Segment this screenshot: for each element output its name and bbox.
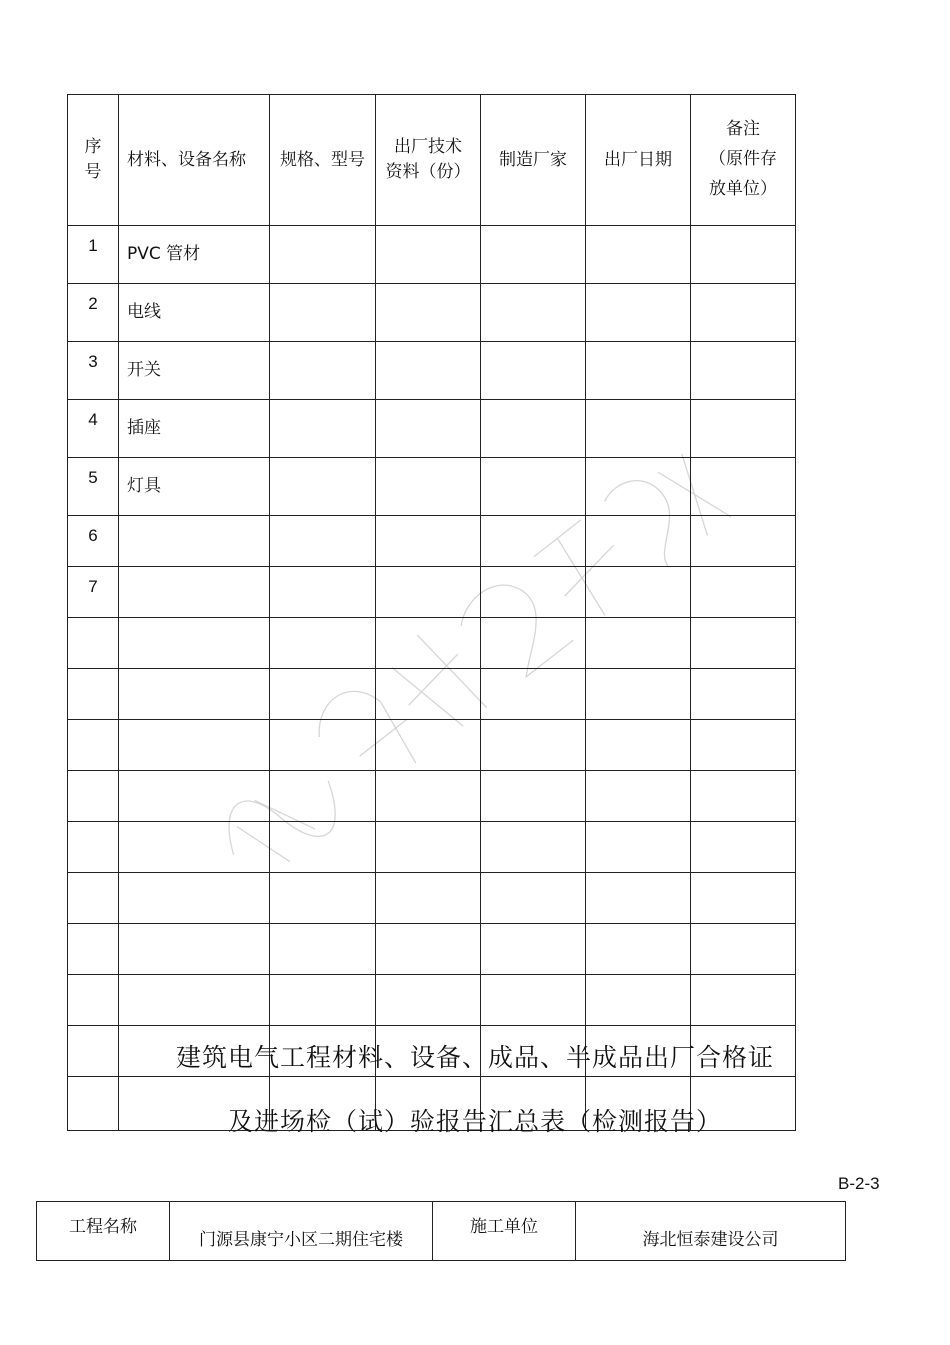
row-number: 4	[68, 400, 119, 458]
header-seq: 序 号	[68, 95, 119, 226]
row-remark	[691, 226, 796, 284]
row-date	[586, 771, 691, 822]
row-remark	[691, 458, 796, 516]
header-row	[68, 95, 796, 226]
row-date	[586, 284, 691, 342]
row-date	[586, 822, 691, 873]
row-material-name	[119, 924, 270, 975]
row-number	[68, 720, 119, 771]
row-spec	[270, 771, 376, 822]
table-row	[68, 567, 796, 618]
row-material-name	[119, 567, 270, 618]
header-material: 材料、设备名称	[119, 95, 270, 226]
row-maker	[481, 284, 586, 342]
row-material-name	[119, 771, 270, 822]
row-tech-docs	[376, 458, 481, 516]
row-material-name: PVC 管材	[119, 226, 270, 284]
row-maker	[481, 873, 586, 924]
row-material-name: 灯具	[119, 458, 270, 516]
table-row	[68, 618, 796, 669]
row-spec	[270, 226, 376, 284]
row-tech-docs	[376, 567, 481, 618]
row-date	[586, 618, 691, 669]
table-row	[68, 924, 796, 975]
row-maker	[481, 567, 586, 618]
row-tech-docs	[376, 516, 481, 567]
row-material-name: 开关	[119, 342, 270, 400]
title-line-2: 及进场检（试）验报告汇总表（检测报告）	[227, 1107, 722, 1136]
row-remark	[691, 924, 796, 975]
header-date: 出厂日期	[586, 95, 691, 226]
row-maker	[481, 924, 586, 975]
row-date	[586, 720, 691, 771]
row-date	[586, 458, 691, 516]
row-number: 6	[68, 516, 119, 567]
row-date	[586, 975, 691, 1026]
row-spec	[270, 342, 376, 400]
row-tech-docs	[376, 873, 481, 924]
row-number: 7	[68, 567, 119, 618]
row-spec	[270, 400, 376, 458]
project-name-value: 门源县康宁小区二期住宅楼	[170, 1202, 433, 1261]
table-row	[68, 720, 796, 771]
table-row	[68, 342, 796, 400]
row-tech-docs	[376, 226, 481, 284]
header-maker: 制造厂家	[481, 95, 586, 226]
row-remark	[691, 284, 796, 342]
row-tech-docs	[376, 400, 481, 458]
row-maker	[481, 618, 586, 669]
row-spec	[270, 284, 376, 342]
table-row	[68, 458, 796, 516]
row-date	[586, 342, 691, 400]
row-spec	[270, 873, 376, 924]
summary-table	[67, 94, 796, 1131]
row-spec	[270, 975, 376, 1026]
row-tech-docs	[376, 771, 481, 822]
row-remark	[691, 720, 796, 771]
row-date	[586, 567, 691, 618]
row-remark	[691, 669, 796, 720]
row-material-name	[119, 720, 270, 771]
row-tech-docs	[376, 924, 481, 975]
table-row	[68, 516, 796, 567]
row-material-name: 电线	[119, 284, 270, 342]
table-row	[68, 400, 796, 458]
row-remark	[691, 400, 796, 458]
row-date	[586, 873, 691, 924]
row-material-name	[119, 669, 270, 720]
row-tech-docs	[376, 342, 481, 400]
row-spec	[270, 720, 376, 771]
table-row	[68, 873, 796, 924]
row-number	[68, 771, 119, 822]
row-tech-docs	[376, 618, 481, 669]
row-maker	[481, 822, 586, 873]
row-number: 3	[68, 342, 119, 400]
table-row	[68, 669, 796, 720]
row-maker	[481, 720, 586, 771]
row-tech-docs	[376, 975, 481, 1026]
row-spec	[270, 567, 376, 618]
builder-value: 海北恒泰建设公司	[576, 1202, 846, 1261]
row-date	[586, 226, 691, 284]
project-info-table	[36, 1201, 846, 1261]
row-material-name	[119, 975, 270, 1026]
row-remark	[691, 822, 796, 873]
row-remark	[691, 618, 796, 669]
row-number	[68, 924, 119, 975]
row-material-name	[119, 618, 270, 669]
row-date	[586, 516, 691, 567]
row-number	[68, 975, 119, 1026]
table-row	[68, 975, 796, 1026]
row-number	[68, 822, 119, 873]
row-date	[586, 400, 691, 458]
row-number: 2	[68, 284, 119, 342]
row-date	[586, 924, 691, 975]
row-spec	[270, 618, 376, 669]
table-row	[68, 226, 796, 284]
row-number: 1	[68, 226, 119, 284]
header-spec: 规格、型号	[270, 95, 376, 226]
row-spec	[270, 924, 376, 975]
row-maker	[481, 771, 586, 822]
row-maker	[481, 458, 586, 516]
row-material-name: 插座	[119, 400, 270, 458]
row-maker	[481, 669, 586, 720]
row-tech-docs	[376, 669, 481, 720]
row-number	[68, 669, 119, 720]
row-spec	[270, 458, 376, 516]
row-remark	[691, 342, 796, 400]
row-spec	[270, 822, 376, 873]
row-number	[68, 873, 119, 924]
builder-label: 施工单位	[433, 1202, 576, 1261]
row-material-name	[119, 873, 270, 924]
row-spec	[270, 669, 376, 720]
row-maker	[481, 516, 586, 567]
row-date	[586, 669, 691, 720]
form-code: B-2-3	[838, 1174, 880, 1193]
row-remark	[691, 567, 796, 618]
row-remark	[691, 771, 796, 822]
row-tech-docs	[376, 284, 481, 342]
row-number	[68, 618, 119, 669]
row-maker	[481, 400, 586, 458]
row-remark	[691, 873, 796, 924]
row-remark	[691, 975, 796, 1026]
row-tech-docs	[376, 822, 481, 873]
row-maker	[481, 975, 586, 1026]
project-name-label: 工程名称	[37, 1202, 170, 1261]
table-row	[68, 822, 796, 873]
row-remark	[691, 516, 796, 567]
row-number: 5	[68, 458, 119, 516]
row-maker	[481, 342, 586, 400]
table-row	[68, 284, 796, 342]
row-maker	[481, 226, 586, 284]
table-row	[68, 771, 796, 822]
title-line-1: 建筑电气工程材料、设备、成品、半成品出厂合格证	[175, 1043, 774, 1072]
row-material-name	[119, 516, 270, 567]
row-material-name	[119, 822, 270, 873]
header-remark: 备注 （原件存 放单位）	[691, 95, 796, 226]
header-tech-docs: 出厂技术 资料（份）	[376, 95, 481, 226]
row-tech-docs	[376, 720, 481, 771]
row-spec	[270, 516, 376, 567]
